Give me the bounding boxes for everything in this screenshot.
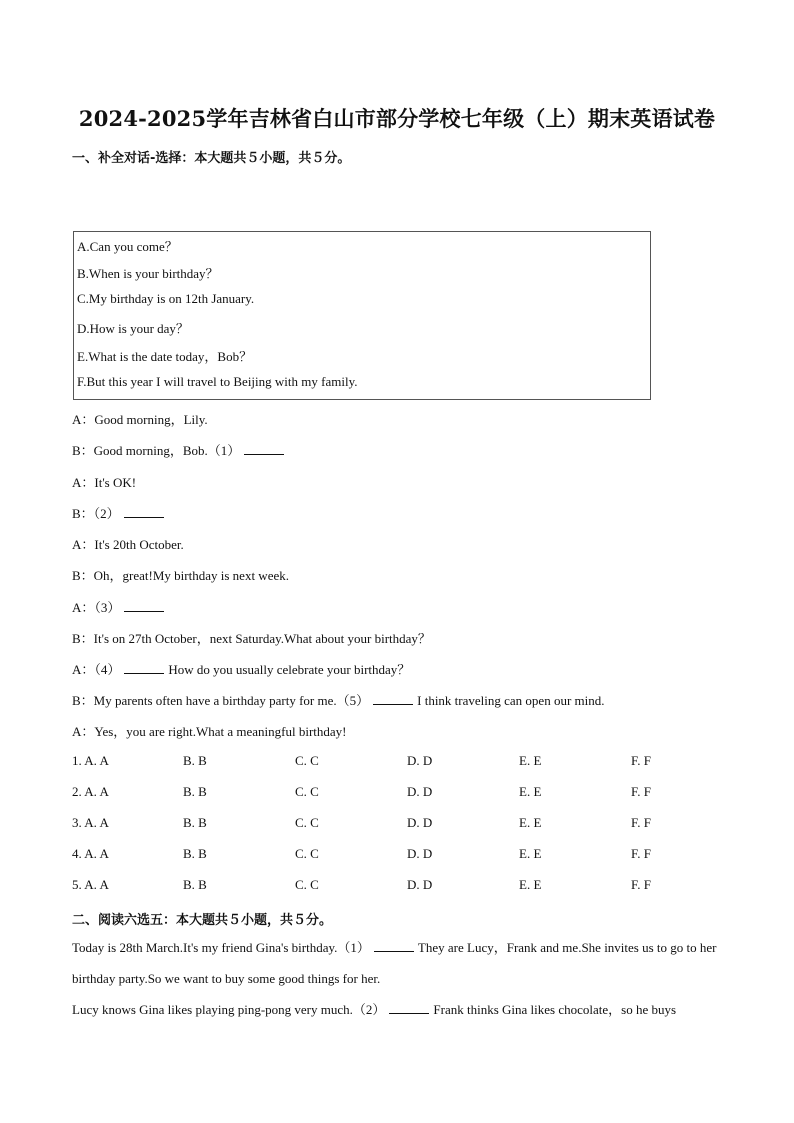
dialogue-line: B：Good morning，Bob.（1） [72,440,288,459]
choice-option[interactable]: F. F [631,784,651,799]
choice-option[interactable]: D. D [407,877,433,892]
reading-paragraph-2: Lucy knows Gina likes playing ping-pong very much.（2） Frank thinks Gina likes chocolate，so he buys [72,1002,677,1017]
choice-option[interactable]: F. F [631,753,651,768]
choice-option[interactable]: D. D [407,815,433,830]
dialogue-line: A：It's 20th October. [72,537,184,552]
option-a: A.Can you come？ [77,239,178,254]
choice-option[interactable]: 3. A. A [72,815,109,830]
answer-blank[interactable] [374,941,414,952]
exam-title: 2024-2025学年吉林省白山市部分学校七年级（上）期末英语试卷 [78,106,716,131]
choice-option[interactable]: E. E [519,846,542,861]
choice-option[interactable]: C. C [295,753,319,768]
dialogue-line: B：It's on 27th October，next Saturday.What about your birthday？ [72,631,431,646]
choice-option[interactable]: B. B [183,784,207,799]
choice-option[interactable]: B. B [183,846,207,861]
choice-option[interactable]: B. B [183,877,207,892]
choice-option[interactable]: E. E [519,753,542,768]
dialogue-line: A：Good morning，Lily. [72,412,208,427]
dialogue-line: A：（3） [72,597,168,616]
dialogue-line: A：It's OK! [72,475,137,490]
dialogue-line: A：（4） How do you usually celebrate your birthday？ [72,662,411,677]
choice-row-2 [72,784,732,802]
dialogue-line: B：（2） [72,503,168,522]
answer-blank[interactable] [244,444,284,455]
choice-option[interactable]: B. B [183,815,207,830]
section-1-heading: 一、补全对话-选择：本大题共５小题，共５分。 [72,151,351,166]
choice-option[interactable]: E. E [519,784,542,799]
choice-option[interactable]: 1. A. A [72,753,109,768]
choice-option[interactable]: F. F [631,877,651,892]
option-f: F.But this year I will travel to Beijing with my family. [77,374,358,389]
choice-option[interactable]: E. E [519,877,542,892]
answer-blank[interactable] [389,1003,429,1014]
answer-blank[interactable] [124,507,164,518]
choice-option[interactable]: C. C [295,877,319,892]
option-e: E.What is the date today，Bob？ [77,349,253,364]
choice-row-4 [72,846,732,864]
choice-option[interactable]: 5. A. A [72,877,109,892]
choice-row-5 [72,877,732,895]
answer-blank[interactable] [124,601,164,612]
choice-option[interactable]: D. D [407,846,433,861]
choice-option[interactable]: C. C [295,784,319,799]
section-2-heading: 二、阅读六选五：本大题共５小题，共５分。 [72,913,333,928]
choice-option[interactable]: F. F [631,815,651,830]
option-d: D.How is your day？ [77,321,189,336]
dialogue-line: A：Yes，you are right.What a meaningful birthday! [72,724,347,739]
reading-paragraph-1: Today is 28th March.It's my friend Gina's birthday.（1） They are Lucy，Frank and me.She invites us to go to her birthday party.So we want to buy some good things for her. [72,940,717,986]
dialogue-line: B：My parents often have a birthday party for me.（5） I think traveling can open our mind. [72,693,605,708]
option-b: B.When is your birthday？ [77,266,219,281]
options-box [73,231,651,400]
choice-option[interactable]: C. C [295,815,319,830]
option-c: C.My birthday is on 12th January. [77,291,255,306]
choice-option[interactable]: F. F [631,846,651,861]
choice-option[interactable]: 2. A. A [72,784,109,799]
choice-option[interactable]: 4. A. A [72,846,109,861]
answer-blank[interactable] [124,663,164,674]
answer-blank[interactable] [373,694,413,705]
choice-option[interactable]: D. D [407,784,433,799]
choice-option[interactable]: B. B [183,753,207,768]
choice-row-1 [72,753,732,771]
choice-option[interactable]: C. C [295,846,319,861]
choice-option[interactable]: E. E [519,815,542,830]
dialogue-line: B：Oh，great!My birthday is next week. [72,568,289,583]
choice-row-3 [72,815,732,833]
choice-option[interactable]: D. D [407,753,433,768]
